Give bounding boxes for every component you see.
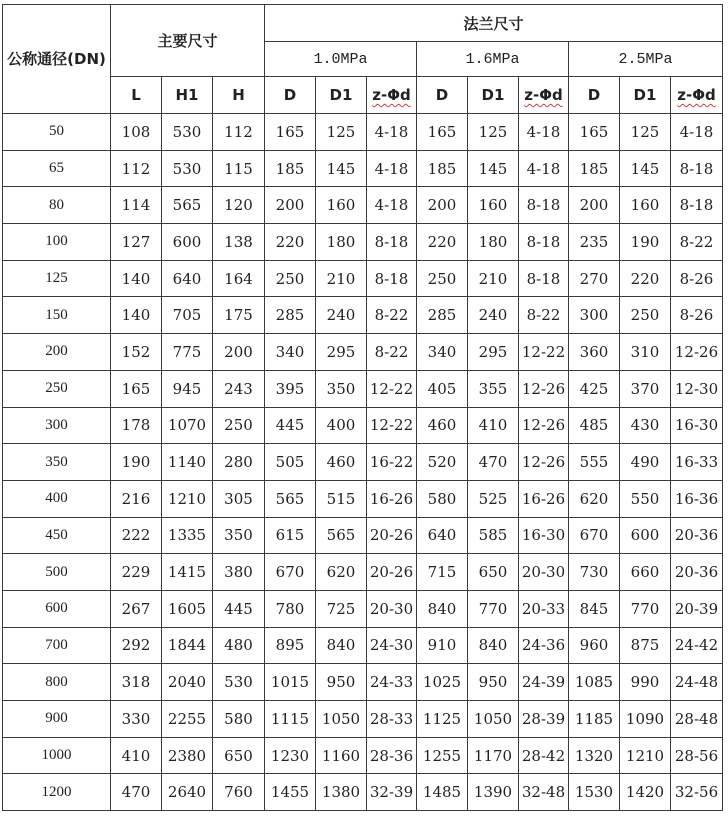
cell-D-2.5: 1185 [569,701,620,738]
cell-H: 280 [213,444,265,481]
cell-L: 410 [111,737,162,774]
cell-D1-2.5: 310 [620,334,671,371]
col-header-D: D [417,77,468,114]
cell-D1-1.0: 210 [316,260,367,297]
table-row [3,701,723,738]
cell-dn: 450 [3,517,111,554]
cell-D-2.5: 845 [569,590,620,627]
cell-D-2.5: 235 [569,224,620,261]
cell-D-2.5: 425 [569,370,620,407]
cell-bolts-1.6: 8-18 [519,260,569,297]
cell-bolts-1.6: 28-42 [519,737,569,774]
cell-bolts-1.6: 20-33 [519,590,569,627]
cell-dn: 1200 [3,774,111,811]
cell-H1: 565 [162,187,213,224]
cell-L: 127 [111,224,162,261]
cell-D-2.5: 165 [569,114,620,151]
table-row [3,407,723,444]
cell-dn: 1000 [3,737,111,774]
table-row [3,554,723,591]
cell-dn: 700 [3,627,111,664]
cell-bolts-2.5: 24-48 [671,664,723,701]
cell-D1-2.5: 600 [620,517,671,554]
cell-L: 267 [111,590,162,627]
table-row [3,370,723,407]
cell-H: 175 [213,297,265,334]
cell-D-1.6: 340 [417,334,468,371]
cell-D-2.5: 1530 [569,774,620,811]
cell-D1-2.5: 1090 [620,701,671,738]
cell-D1-1.0: 1160 [316,737,367,774]
cell-D-1.0: 250 [265,260,316,297]
cell-D-2.5: 270 [569,260,620,297]
cell-bolts-1.6: 28-39 [519,701,569,738]
cell-bolts-2.5: 16-36 [671,480,723,517]
col-header-H: H [213,77,265,114]
cell-L: 330 [111,701,162,738]
cell-H1: 1844 [162,627,213,664]
col-header-D: D [265,77,316,114]
cell-bolts-2.5: 32-56 [671,774,723,811]
cell-bolts-2.5: 24-42 [671,627,723,664]
table-row [3,664,723,701]
cell-D1-1.0: 295 [316,334,367,371]
cell-bolts-1.0: 8-18 [367,260,417,297]
cell-D-1.0: 1115 [265,701,316,738]
cell-H1: 530 [162,150,213,187]
cell-H: 380 [213,554,265,591]
cell-D-1.0: 185 [265,150,316,187]
cell-bolts-1.6: 8-18 [519,187,569,224]
cell-bolts-1.0: 8-22 [367,334,417,371]
cell-D1-2.5: 430 [620,407,671,444]
cell-bolts-1.6: 4-18 [519,114,569,151]
cell-dn: 80 [3,187,111,224]
flange-dimensions-header: 法兰尺寸 [265,5,723,42]
cell-H: 530 [213,664,265,701]
cell-bolts-1.0: 20-26 [367,517,417,554]
cell-H: 760 [213,774,265,811]
cell-D1-2.5: 190 [620,224,671,261]
table-row [3,444,723,481]
cell-dn: 100 [3,224,111,261]
cell-bolts-1.6: 32-48 [519,774,569,811]
col-header-H1: H1 [162,77,213,114]
cell-D-1.6: 715 [417,554,468,591]
table-row [3,260,723,297]
cell-bolts-1.6: 20-30 [519,554,569,591]
cell-H: 305 [213,480,265,517]
cell-bolts-2.5: 16-33 [671,444,723,481]
cell-L: 216 [111,480,162,517]
cell-D1-1.0: 350 [316,370,367,407]
cell-D1-2.5: 490 [620,444,671,481]
cell-bolts-1.0: 16-22 [367,444,417,481]
cell-bolts-2.5: 20-39 [671,590,723,627]
cell-H: 243 [213,370,265,407]
cell-L: 222 [111,517,162,554]
cell-D-1.6: 165 [417,114,468,151]
cell-D-2.5: 185 [569,150,620,187]
cell-D-1.6: 1255 [417,737,468,774]
spec-table-container [2,4,723,811]
cell-D-2.5: 485 [569,407,620,444]
cell-dn: 65 [3,150,111,187]
col-header-D1: D1 [316,77,367,114]
cell-D-1.0: 200 [265,187,316,224]
table-row [3,517,723,554]
cell-L: 318 [111,664,162,701]
cell-H: 115 [213,150,265,187]
cell-H: 580 [213,701,265,738]
cell-D-1.0: 670 [265,554,316,591]
cell-D-2.5: 555 [569,444,620,481]
header-row-3 [3,77,723,114]
cell-H1: 600 [162,224,213,261]
cell-H1: 1210 [162,480,213,517]
table-row [3,774,723,811]
cell-bolts-1.0: 8-18 [367,224,417,261]
cell-bolts-2.5: 12-26 [671,334,723,371]
cell-bolts-1.0: 24-33 [367,664,417,701]
cell-D-2.5: 960 [569,627,620,664]
table-row [3,187,723,224]
cell-dn: 200 [3,334,111,371]
cell-L: 108 [111,114,162,151]
cell-dn: 150 [3,297,111,334]
cell-D-1.0: 285 [265,297,316,334]
cell-D-1.0: 565 [265,480,316,517]
cell-D1-1.6: 355 [468,370,519,407]
cell-bolts-2.5: 28-56 [671,737,723,774]
cell-D1-1.0: 400 [316,407,367,444]
cell-L: 114 [111,187,162,224]
cell-D-1.6: 580 [417,480,468,517]
cell-D1-2.5: 770 [620,590,671,627]
cell-D1-1.6: 125 [468,114,519,151]
cell-D-1.6: 250 [417,260,468,297]
cell-D1-1.0: 145 [316,150,367,187]
cell-bolts-2.5: 8-26 [671,260,723,297]
cell-D-1.6: 1125 [417,701,468,738]
cell-H1: 1140 [162,444,213,481]
cell-bolts-1.6: 24-36 [519,627,569,664]
cell-D-2.5: 1320 [569,737,620,774]
table-row [3,114,723,151]
cell-D1-1.6: 180 [468,224,519,261]
cell-D1-1.0: 565 [316,517,367,554]
cell-D-1.6: 910 [417,627,468,664]
cell-D-1.0: 1455 [265,774,316,811]
cell-D-2.5: 620 [569,480,620,517]
bolt-header-text: z-Φd [372,86,411,104]
bolt-header-text: z-Φd [677,86,716,104]
cell-bolts-1.6: 12-26 [519,370,569,407]
cell-D1-1.6: 525 [468,480,519,517]
cell-D-1.0: 895 [265,627,316,664]
pressure-header-2: 1.6MPa [417,42,569,77]
cell-dn: 250 [3,370,111,407]
cell-D-1.6: 405 [417,370,468,407]
cell-dn: 50 [3,114,111,151]
cell-bolts-1.6: 16-26 [519,480,569,517]
cell-H1: 775 [162,334,213,371]
cell-bolts-1.6: 16-30 [519,517,569,554]
cell-H1: 1605 [162,590,213,627]
cell-D1-2.5: 220 [620,260,671,297]
cell-bolts-1.0: 16-26 [367,480,417,517]
cell-D1-1.6: 770 [468,590,519,627]
cell-D-1.0: 220 [265,224,316,261]
cell-H1: 1070 [162,407,213,444]
cell-L: 470 [111,774,162,811]
cell-H1: 2640 [162,774,213,811]
cell-H: 112 [213,114,265,151]
cell-bolts-1.0: 20-26 [367,554,417,591]
table-row [3,627,723,664]
cell-bolts-1.6: 12-26 [519,407,569,444]
cell-D1-1.6: 585 [468,517,519,554]
cell-bolts-2.5: 4-18 [671,114,723,151]
cell-D-1.6: 285 [417,297,468,334]
cell-D-1.0: 1015 [265,664,316,701]
cell-D1-1.6: 470 [468,444,519,481]
cell-D-2.5: 300 [569,297,620,334]
cell-D1-1.0: 1380 [316,774,367,811]
cell-dn: 900 [3,701,111,738]
cell-bolts-1.0: 4-18 [367,150,417,187]
cell-H1: 530 [162,114,213,151]
cell-D-1.0: 165 [265,114,316,151]
col-header-D1: D1 [620,77,671,114]
cell-H1: 945 [162,370,213,407]
cell-D1-2.5: 1210 [620,737,671,774]
col-header-L: L [111,77,162,114]
cell-bolts-2.5: 20-36 [671,517,723,554]
cell-H1: 2380 [162,737,213,774]
cell-D-1.6: 185 [417,150,468,187]
cell-D1-2.5: 160 [620,187,671,224]
valve-dimension-table [2,4,723,811]
cell-L: 152 [111,334,162,371]
cell-D-1.0: 505 [265,444,316,481]
cell-D1-1.6: 1390 [468,774,519,811]
cell-bolts-2.5: 12-30 [671,370,723,407]
cell-dn: 800 [3,664,111,701]
cell-H1: 2040 [162,664,213,701]
cell-D-2.5: 670 [569,517,620,554]
col-header-bolt [519,77,569,114]
cell-bolts-2.5: 16-30 [671,407,723,444]
cell-D1-2.5: 145 [620,150,671,187]
main-dimensions-header: 主要尺寸 [111,5,265,77]
cell-D-1.6: 840 [417,590,468,627]
cell-D-1.6: 640 [417,517,468,554]
pressure-header-3: 2.5MPa [569,42,723,77]
cell-H1: 2255 [162,701,213,738]
cell-D-1.6: 200 [417,187,468,224]
cell-H1: 640 [162,260,213,297]
cell-D1-1.6: 1050 [468,701,519,738]
cell-H: 480 [213,627,265,664]
cell-D1-2.5: 990 [620,664,671,701]
cell-D1-2.5: 660 [620,554,671,591]
table-row [3,150,723,187]
table-body [3,5,723,811]
cell-D1-1.6: 145 [468,150,519,187]
cell-bolts-1.0: 28-33 [367,701,417,738]
cell-bolts-2.5: 8-22 [671,224,723,261]
cell-bolts-1.6: 8-22 [519,297,569,334]
cell-D1-1.6: 160 [468,187,519,224]
table-row [3,590,723,627]
table-row [3,480,723,517]
cell-bolts-1.6: 24-39 [519,664,569,701]
cell-bolts-1.0: 12-22 [367,407,417,444]
cell-bolts-2.5: 8-18 [671,187,723,224]
table-row [3,334,723,371]
cell-D-2.5: 730 [569,554,620,591]
table-row [3,297,723,334]
cell-H: 164 [213,260,265,297]
cell-bolts-1.0: 8-22 [367,297,417,334]
cell-H: 120 [213,187,265,224]
cell-D-2.5: 200 [569,187,620,224]
cell-D1-1.0: 1050 [316,701,367,738]
cell-bolts-1.6: 12-22 [519,334,569,371]
cell-dn: 350 [3,444,111,481]
cell-D-1.6: 520 [417,444,468,481]
cell-dn: 600 [3,590,111,627]
cell-D1-1.6: 295 [468,334,519,371]
cell-D-1.6: 1485 [417,774,468,811]
cell-bolts-1.6: 4-18 [519,150,569,187]
cell-L: 112 [111,150,162,187]
cell-D-1.6: 1025 [417,664,468,701]
cell-H1: 705 [162,297,213,334]
cell-D1-2.5: 250 [620,297,671,334]
cell-dn: 300 [3,407,111,444]
cell-H: 250 [213,407,265,444]
cell-dn: 125 [3,260,111,297]
cell-bolts-1.0: 12-22 [367,370,417,407]
cell-D1-1.0: 125 [316,114,367,151]
cell-D1-1.0: 950 [316,664,367,701]
cell-bolts-1.0: 20-30 [367,590,417,627]
cell-D1-1.6: 240 [468,297,519,334]
cell-D1-1.6: 840 [468,627,519,664]
cell-H: 445 [213,590,265,627]
cell-L: 229 [111,554,162,591]
nominal-diameter-header: 公称通径(DN) [3,5,111,114]
cell-bolts-2.5: 28-48 [671,701,723,738]
cell-D1-1.0: 180 [316,224,367,261]
cell-D1-2.5: 875 [620,627,671,664]
cell-D-1.0: 615 [265,517,316,554]
cell-D-1.0: 445 [265,407,316,444]
col-header-bolt [367,77,417,114]
header-row-1 [3,5,723,42]
cell-bolts-2.5: 20-36 [671,554,723,591]
cell-D-1.0: 340 [265,334,316,371]
cell-H: 200 [213,334,265,371]
cell-bolts-1.0: 32-39 [367,774,417,811]
cell-L: 190 [111,444,162,481]
col-header-D: D [569,77,620,114]
cell-H1: 1335 [162,517,213,554]
cell-D-1.0: 780 [265,590,316,627]
cell-D1-2.5: 1420 [620,774,671,811]
cell-D1-1.6: 410 [468,407,519,444]
cell-D1-2.5: 370 [620,370,671,407]
cell-D1-1.6: 1170 [468,737,519,774]
cell-D1-1.6: 210 [468,260,519,297]
cell-L: 292 [111,627,162,664]
cell-dn: 400 [3,480,111,517]
cell-L: 140 [111,260,162,297]
cell-D-2.5: 360 [569,334,620,371]
cell-bolts-2.5: 8-18 [671,150,723,187]
cell-D1-2.5: 550 [620,480,671,517]
cell-D1-1.6: 650 [468,554,519,591]
cell-D-2.5: 1085 [569,664,620,701]
cell-D1-1.0: 515 [316,480,367,517]
col-header-D1: D1 [468,77,519,114]
cell-H: 350 [213,517,265,554]
cell-D-1.0: 1230 [265,737,316,774]
cell-L: 165 [111,370,162,407]
table-row [3,737,723,774]
cell-L: 178 [111,407,162,444]
cell-H: 138 [213,224,265,261]
pressure-header-1: 1.0MPa [265,42,417,77]
cell-D1-1.0: 840 [316,627,367,664]
cell-bolts-2.5: 8-26 [671,297,723,334]
cell-D1-1.0: 160 [316,187,367,224]
cell-D1-1.0: 725 [316,590,367,627]
cell-bolts-1.0: 4-18 [367,187,417,224]
cell-bolts-1.0: 24-30 [367,627,417,664]
cell-H: 650 [213,737,265,774]
cell-D1-1.0: 460 [316,444,367,481]
cell-D1-1.6: 950 [468,664,519,701]
cell-dn: 500 [3,554,111,591]
table-row [3,224,723,261]
cell-D1-2.5: 125 [620,114,671,151]
col-header-bolt [671,77,723,114]
cell-bolts-1.0: 28-36 [367,737,417,774]
bolt-header-text: z-Φd [524,86,563,104]
cell-D1-1.0: 620 [316,554,367,591]
cell-D-1.0: 395 [265,370,316,407]
cell-L: 140 [111,297,162,334]
cell-D-1.6: 460 [417,407,468,444]
cell-bolts-1.6: 8-18 [519,224,569,261]
cell-bolts-1.0: 4-18 [367,114,417,151]
cell-D1-1.0: 240 [316,297,367,334]
cell-bolts-1.6: 12-26 [519,444,569,481]
cell-H1: 1415 [162,554,213,591]
cell-D-1.6: 220 [417,224,468,261]
